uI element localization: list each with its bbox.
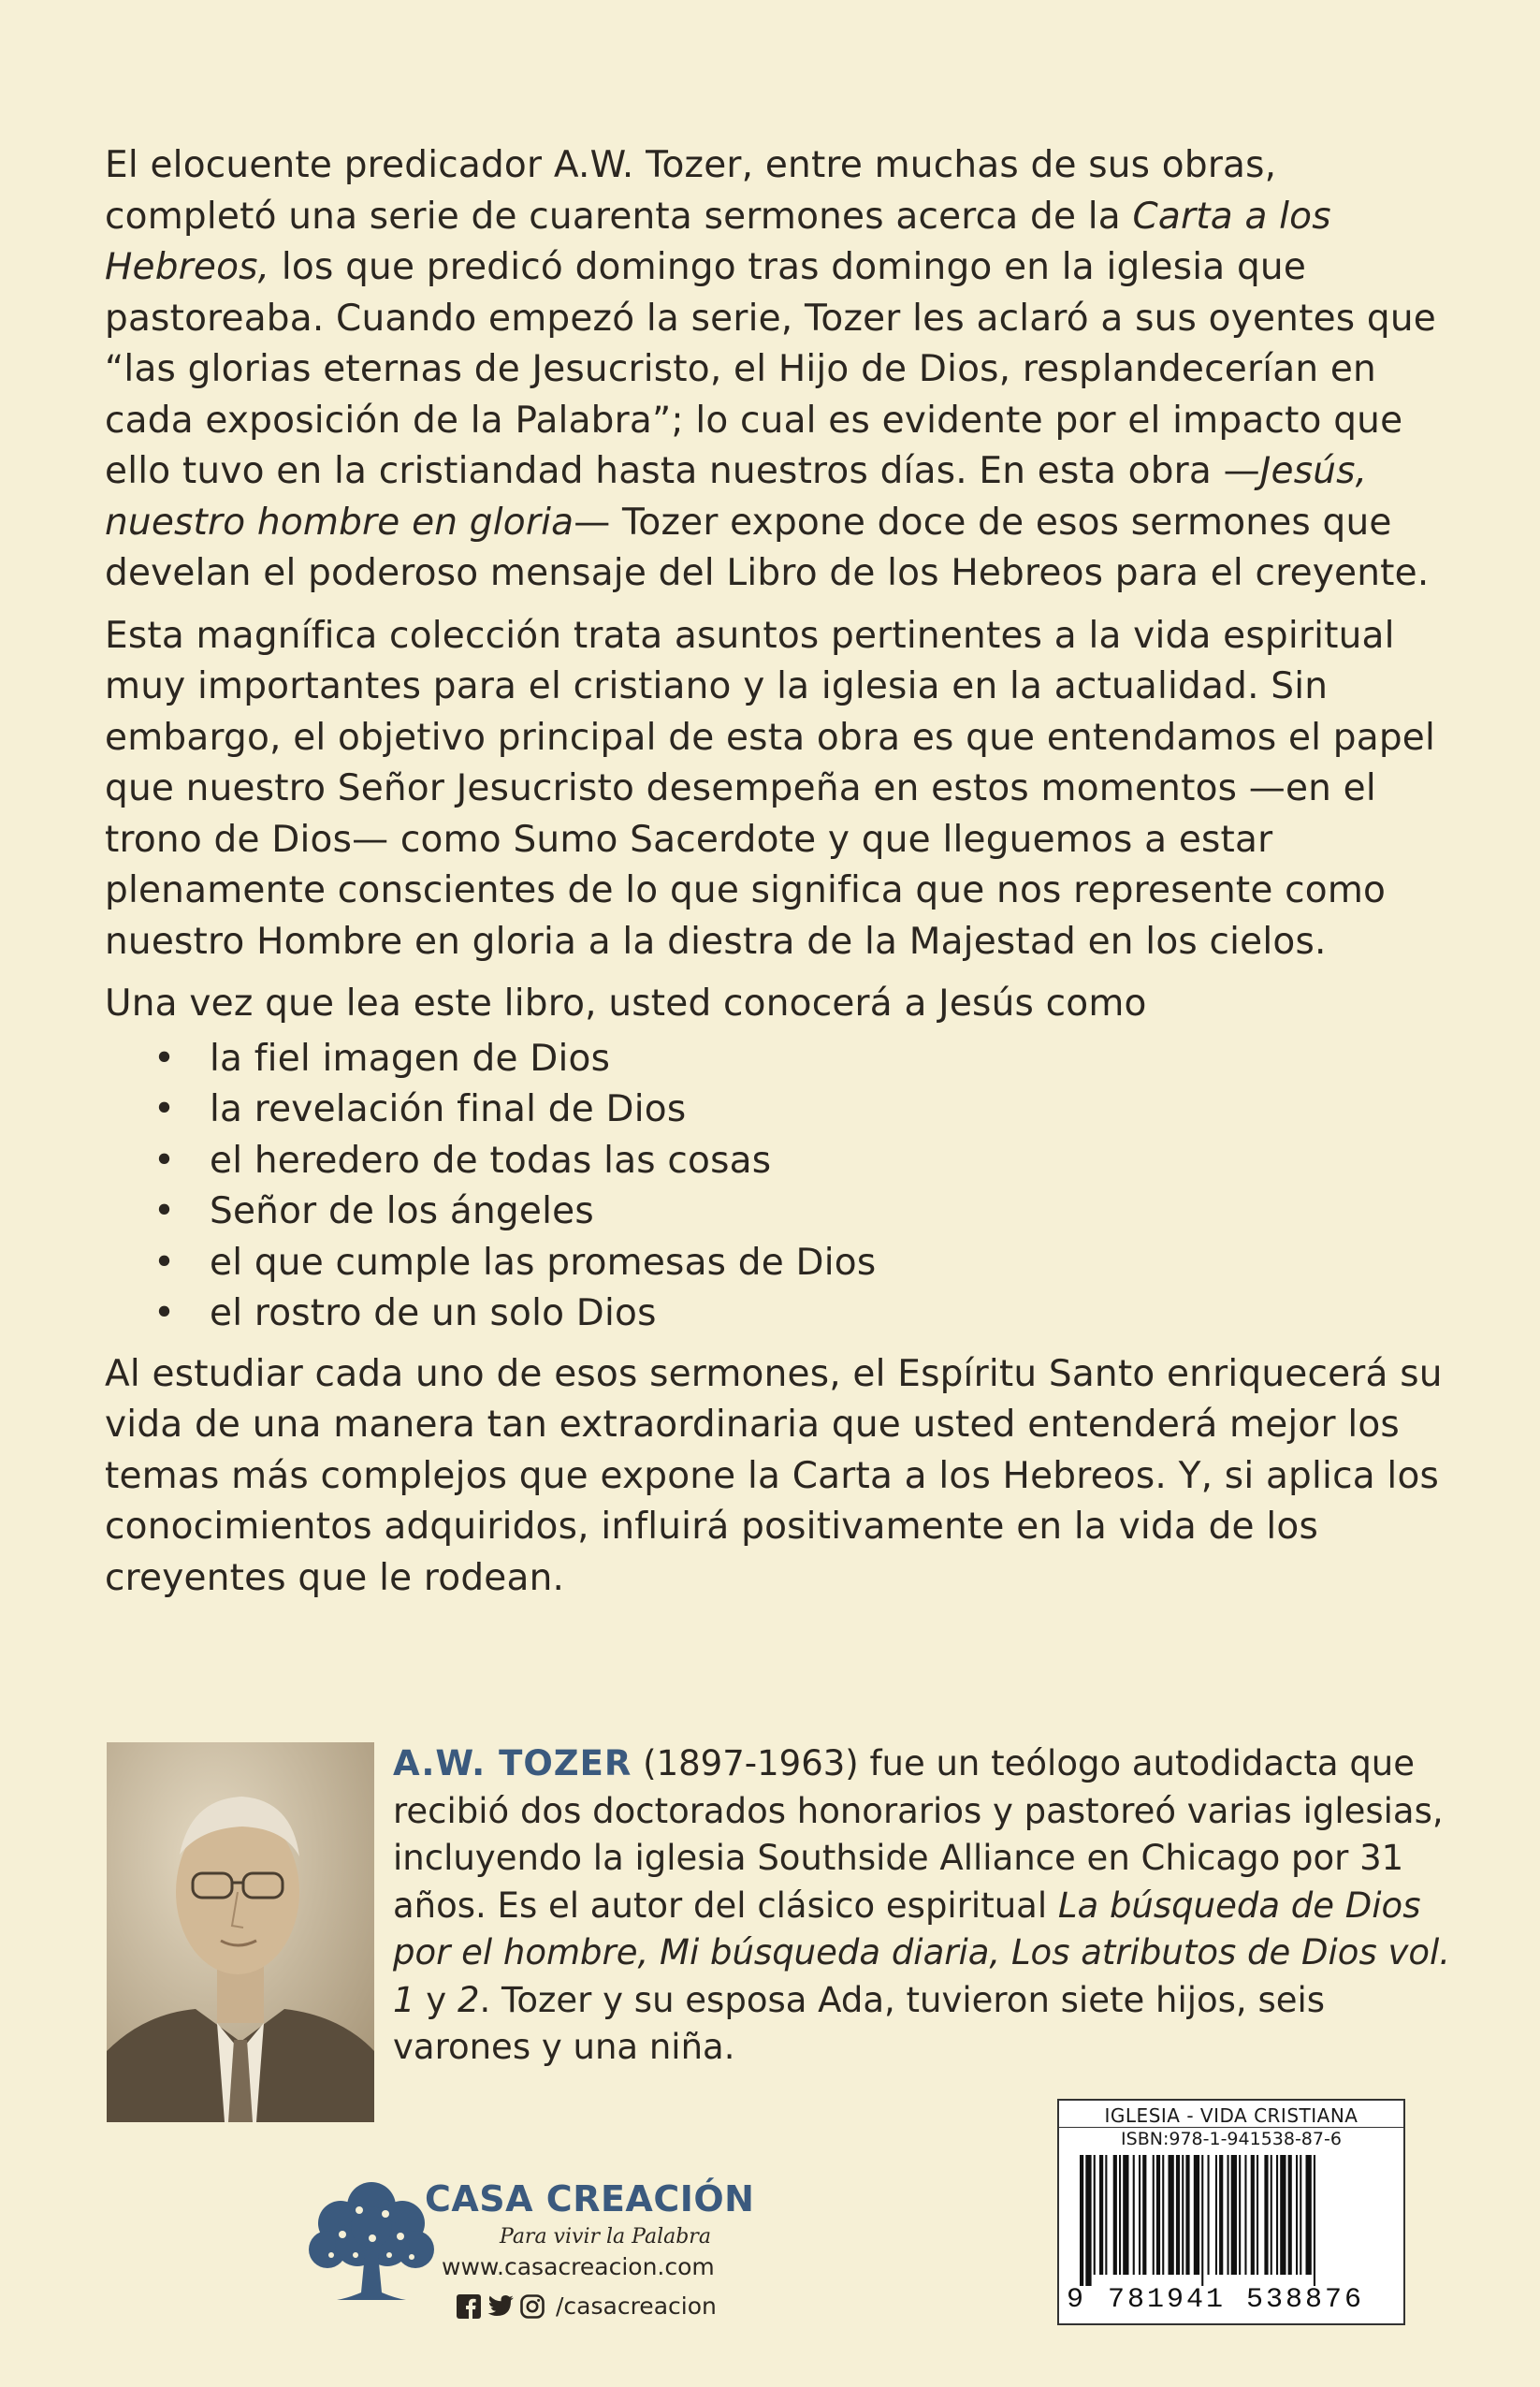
barcode-bar: [1228, 2155, 1229, 2275]
author-name: A.W. TOZER: [393, 1743, 632, 1783]
barcode-bar: [1201, 2155, 1203, 2286]
barcode-bar: [1276, 2155, 1278, 2275]
barcode-bar: [1185, 2155, 1189, 2275]
barcode-bar: [1306, 2155, 1312, 2275]
list-item: • Señor de los ángeles: [153, 1186, 1452, 1238]
barcode-isbn: ISBN:978-1-941538-87-6: [1121, 2129, 1342, 2149]
barcode-digits: [1059, 2284, 1403, 2316]
barcode-bar: [1271, 2155, 1272, 2275]
publisher-name: CASA CREACIÓN: [425, 2178, 755, 2220]
list-item: • el heredero de todas las cosas: [153, 1136, 1452, 1187]
barcode-digits-left: 781941: [1108, 2284, 1227, 2316]
barcode-bar: [1162, 2155, 1164, 2275]
barcode-bars: [1080, 2155, 1385, 2286]
barcode-bar: [1113, 2155, 1117, 2275]
publisher-tagline: Para vivir la Palabra: [500, 2225, 711, 2249]
barcode-divider: [1059, 2127, 1403, 2128]
barcode-digits-right: 538876: [1246, 2284, 1365, 2316]
barcode-label: [1057, 2099, 1405, 2325]
barcode-bar: [1251, 2155, 1255, 2275]
list-item: • el rostro de un solo Dios: [153, 1288, 1452, 1340]
barcode-bar: [1231, 2155, 1237, 2275]
blurb-paragraph-3: Una vez que lea este libro, usted conocerá a Jesús como: [105, 982, 1147, 1025]
list-item: • la fiel imagen de Dios: [153, 1034, 1452, 1085]
tree-logo-icon: [301, 2169, 442, 2309]
barcode-bar: [1142, 2155, 1146, 2275]
barcode-bar: [1264, 2155, 1268, 2275]
author-photo: [107, 1742, 374, 2122]
barcode-bar: [1215, 2155, 1217, 2275]
barcode-bar: [1280, 2155, 1286, 2275]
list-item: • la revelación final de Dios: [153, 1084, 1452, 1136]
social-handle[interactable]: /casacreacion: [556, 2292, 717, 2320]
barcode-bar: [1094, 2155, 1096, 2275]
publisher-logo-block: [301, 2169, 769, 2356]
barcode-bar: [1133, 2155, 1135, 2275]
back-cover-blurb: [105, 140, 1452, 1615]
barcode-bar: [1176, 2155, 1180, 2275]
barcode-bar: [1080, 2155, 1083, 2286]
author-portrait-image: [107, 1742, 374, 2122]
barcode-bar: [1156, 2155, 1160, 2275]
author-bio: A.W. TOZER (1897-1963) fue un teólogo autodidacta que recibió dos doctorados honorarios y pastoreó varias iglesias, incluyendo la iglesia Southside Alliance en Chicago por 31 años. Es el autor del clásico espiritual La búsqueda de Dios por el hombre, Mi búsqueda diaria, Los atributos de Dios vol. 1 y 2. Tozer y su esposa Ada, tuvieron siete hijos, seis varones y una niña.: [393, 1743, 1451, 2067]
barcode-bar: [1105, 2155, 1107, 2275]
blurb-paragraph-2: Esta magnífica colección trata asuntos pertinentes a la vida espiritual muy importantes para el cristiano y la iglesia en la actualidad. Sin embargo, el objetivo principal de esta obra es que entendamos el papel que nuestro Señor Jesucristo desempeña en estos momentos —en el trono de Dios— como Sumo Sacerdote y que lleguemos a estar plenamente conscientes de lo que significa que nos represente como nuestro Hombre en gloria a la diestra de la Majestad en los cielos.: [105, 614, 1436, 963]
barcode-category: IGLESIA - VIDA CRISTIANA: [1104, 2104, 1358, 2127]
barcode-bar: [1219, 2155, 1223, 2275]
barcode-bar: [1099, 2155, 1103, 2275]
barcode-bar: [1119, 2155, 1121, 2275]
barcode-bar: [1314, 2155, 1315, 2286]
bullet-list: [105, 1034, 1452, 1340]
publisher-url[interactable]: www.casacreacion.com: [442, 2253, 715, 2280]
barcode-bar: [1244, 2155, 1246, 2275]
barcode-bar: [1085, 2155, 1091, 2286]
blurb-paragraph-1: El elocuente predicador A.W. Tozer, entre muchas de sus obras, completó una serie de cuarenta sermones acerca de la Carta a los Hebreos, los que predicó domingo tras domingo en la iglesia que pastoreaba. Cuando empezó la serie, Tozer les aclaró a sus oyentes que “las glorias eternas de Jesucristo, el Hijo de Dios, resplandecerían en cada exposición de la Palabra”; lo cual es evidente por el impacto que ello tuvo en la cristiandad hasta nuestros días. En esta obra —Jesús, nuestro hombre en gloria— Tozer expone doce de esos sermones que develan el poderoso mensaje del Libro de los Hebreos para el creyente.: [105, 144, 1436, 594]
blurb-paragraph-4: Al estudiar cada uno de esos sermones, el Espíritu Santo enriquecerá su vida de una manera tan extraordinaria que usted entenderá mejor los temas más complejos que expone la Carta a los Hebreos. Y, si aplica los conocimientos adquiridos, influirá positivamente en la vida de los creyentes que le rodean.: [105, 1352, 1443, 1599]
facebook-icon[interactable]: [457, 2294, 481, 2319]
barcode-bar: [1139, 2155, 1140, 2275]
barcode-bar: [1296, 2155, 1298, 2275]
twitter-icon[interactable]: [487, 2294, 515, 2319]
list-item: • el que cumple las promesas de Dios: [153, 1238, 1452, 1289]
barcode-bar: [1169, 2155, 1174, 2275]
barcode-bar: [1257, 2155, 1258, 2275]
barcode-bar: [1182, 2155, 1184, 2275]
barcode-bar: [1239, 2155, 1241, 2275]
instagram-icon[interactable]: [520, 2294, 545, 2319]
barcode-digit-lead: 9: [1067, 2284, 1084, 2316]
barcode-bar: [1194, 2155, 1199, 2275]
barcode-bar: [1153, 2155, 1155, 2275]
barcode-bar: [1123, 2155, 1128, 2275]
barcode-bar: [1300, 2155, 1301, 2275]
social-links: [457, 2292, 717, 2320]
barcode-bar: [1208, 2155, 1210, 2275]
barcode-bar: [1288, 2155, 1292, 2275]
